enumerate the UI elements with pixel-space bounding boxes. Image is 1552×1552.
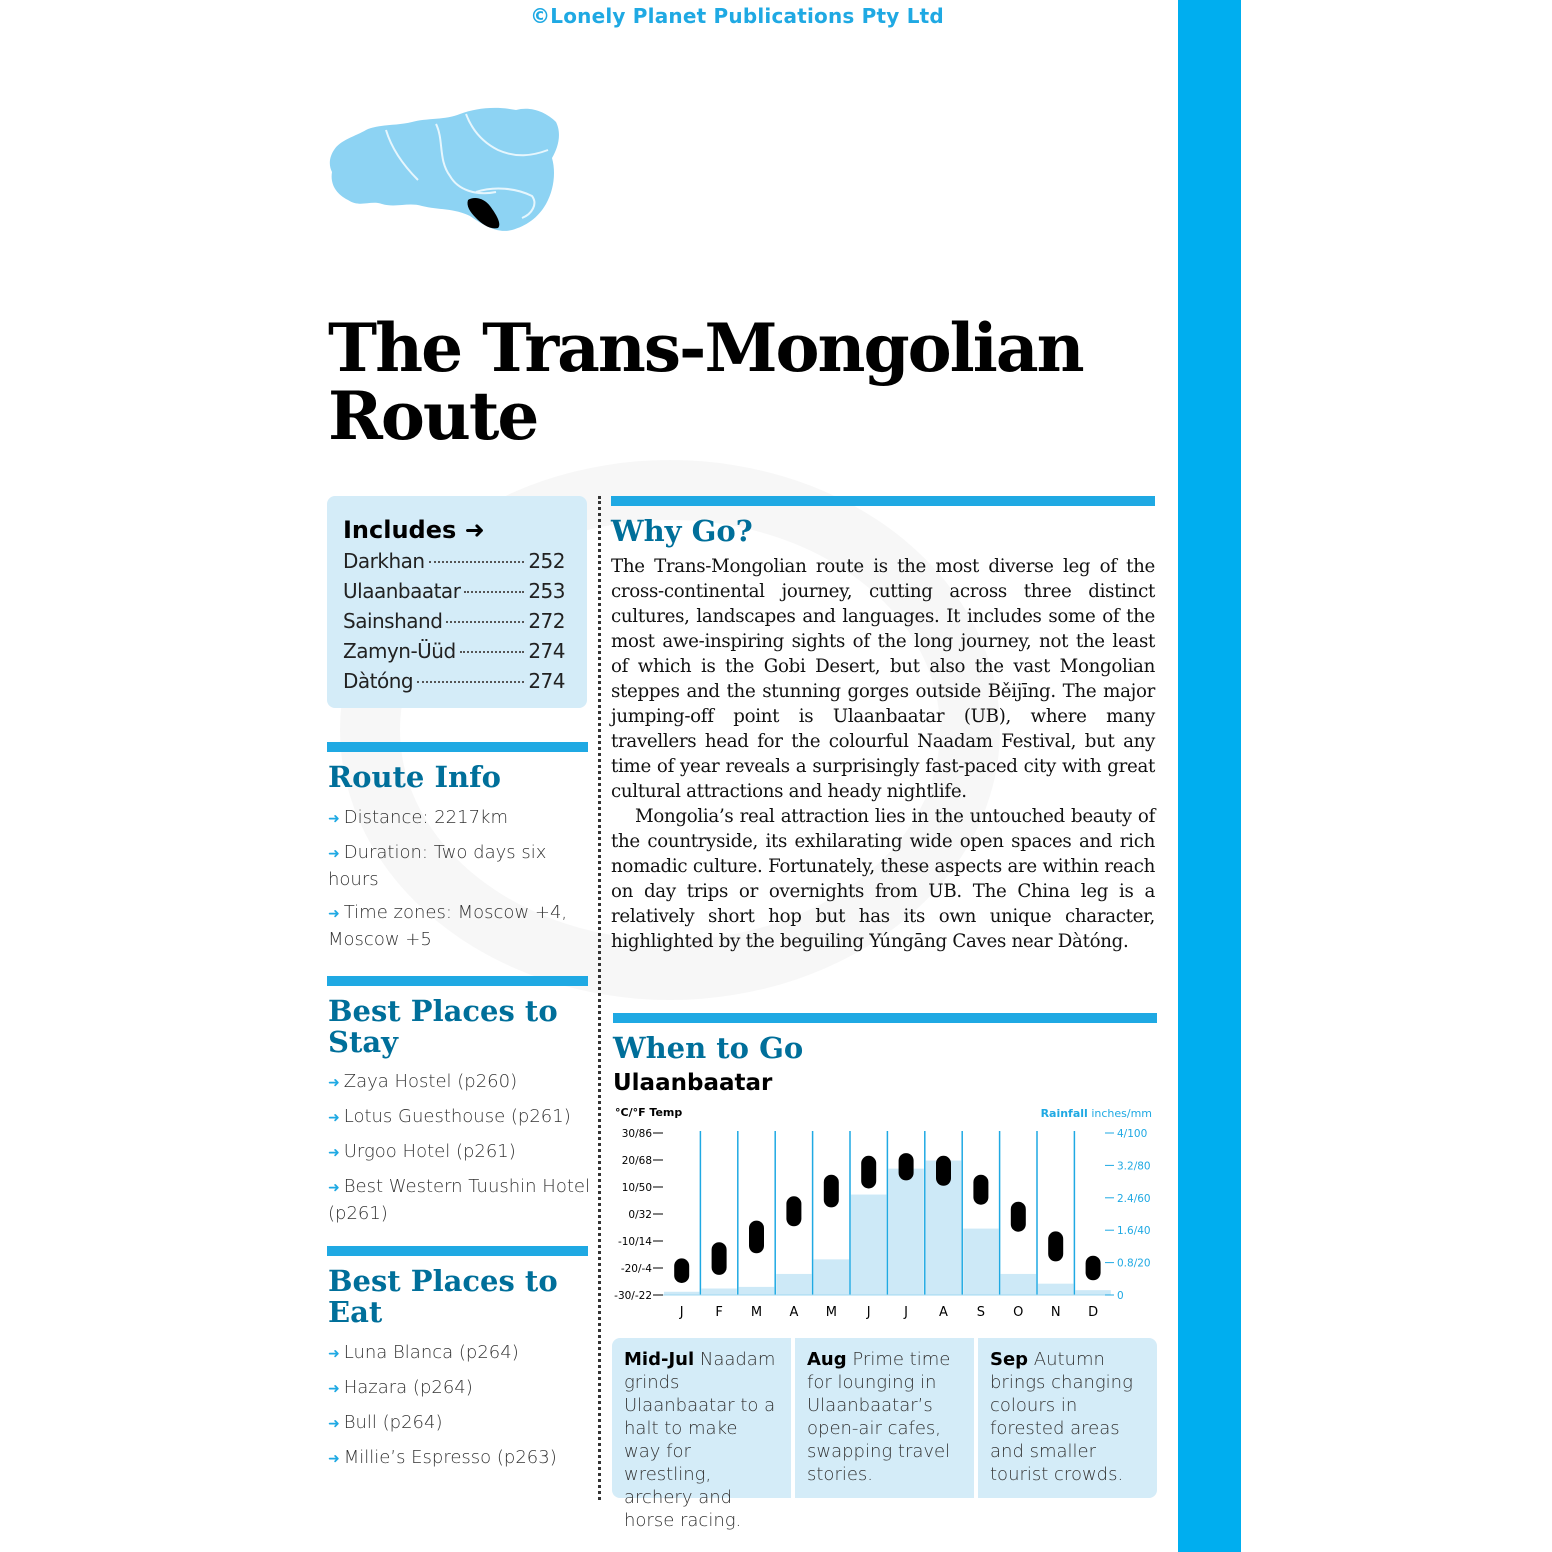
stay-list: [328, 1069, 590, 1234]
paragraph: Mongolia’s real attraction lies in the untouched beauty of the countryside, its exhilarating wide open spaces and rich nomadic culture. Fortunately, these aspects are within reach on day trips or overnights from UB. The China leg is a relatively short hop but has its own unique character, highlighted by the beguiling Yúngāng Caves near Dàtóng.: [611, 806, 1155, 952]
when-to-go-notes: [612, 1338, 1157, 1531]
rainfall-bar: [739, 1287, 774, 1295]
month-label: O: [1013, 1305, 1024, 1320]
copyright-notice: ©Lonely Planet Publications Pty Ltd: [530, 4, 944, 28]
arrow-bullet-icon: ➜: [328, 1145, 340, 1161]
rain-axis-label: Rainfall inches/mm: [1040, 1107, 1152, 1120]
arrow-bullet-icon: ➜: [328, 1381, 340, 1397]
route-info-list: [328, 805, 590, 960]
section-rule: [327, 742, 588, 752]
temp-tick-label: 30/86: [621, 1128, 652, 1140]
arrow-bullet-icon: ➜: [328, 1180, 340, 1196]
section-rule: [613, 1013, 1157, 1023]
arrow-bullet-icon: ➜: [328, 846, 340, 862]
list-item[interactable]: ➜ Lotus Guesthouse (p261): [328, 1106, 571, 1127]
list-item[interactable]: ➜ Luna Blanca (p264): [328, 1342, 519, 1363]
list-item[interactable]: ➜ Zaya Hostel (p260): [328, 1071, 518, 1092]
route-locator-map-icon: [326, 100, 566, 240]
includes-box: [327, 496, 587, 708]
includes-item[interactable]: Sainshand 272: [343, 609, 565, 633]
includes-item[interactable]: Zamyn-Üüd 274: [343, 639, 565, 663]
rainfall-bar: [1075, 1290, 1110, 1295]
rain-tick-label: 0: [1117, 1290, 1124, 1302]
includes-item[interactable]: Darkhan 252: [343, 549, 565, 573]
why-go-heading: Why Go?: [611, 514, 753, 548]
rainfall-bar: [1001, 1274, 1036, 1295]
includes-item[interactable]: Dàtóng 274: [343, 669, 565, 693]
rainfall-bar: [888, 1169, 923, 1295]
rainfall-bar: [701, 1289, 736, 1295]
chapter-side-bar: [1178, 0, 1241, 1552]
temp-tick-label: 10/50: [621, 1182, 652, 1194]
rain-tick-label: 2.4/60: [1117, 1192, 1151, 1205]
list-item[interactable]: ➜ Urgoo Hotel (p261): [328, 1141, 516, 1162]
arrow-bullet-icon: ➜: [328, 1451, 340, 1467]
month-label: M: [750, 1305, 763, 1320]
arrow-bullet-icon: ➜: [328, 1075, 340, 1091]
rain-tick-label: 4/100: [1117, 1128, 1148, 1140]
month-label: S: [976, 1305, 986, 1320]
route-info-heading: Route Info: [328, 760, 501, 794]
climate-chart: [608, 1102, 1160, 1322]
month-label: J: [866, 1305, 871, 1320]
paragraph: The Trans-Mongolian route is the most diverse leg of the cross-continental journey, cutting across three distinct cultures, landscapes and languages. It includes some of the most awe-inspiring sights of the long journey, not the least of which is the Gobi Desert, but also the vast Mongolian steppes and the stunning gorges outside Běijīng. The major jumping-off point is Ulaanbaatar (UB), where many travellers head for the colourful Naadam Festival, but any time of year reveals a surprisingly fast-paced city with great cultural attractions and heady nightlife.: [611, 556, 1155, 802]
month-label: D: [1088, 1305, 1099, 1320]
section-rule: [327, 976, 588, 986]
note-card: Mid-Jul Naadam grinds Ulaanbaatar to a halt to make way for wrestling, archery and horse racing.: [612, 1338, 791, 1498]
list-item: ➜ Duration: Two days six hours: [328, 842, 547, 890]
eat-list: [328, 1340, 590, 1480]
arrow-bullet-icon: ➜: [328, 811, 340, 827]
stay-heading: Best Places to Stay: [328, 994, 558, 1059]
month-label: N: [1050, 1305, 1061, 1320]
temp-tick-label: 0/32: [628, 1209, 652, 1221]
list-item: ➜ Distance: 2217km: [328, 807, 508, 828]
note-card: Sep Autumn brings changing colours in forested areas and smaller tourist crowds.: [978, 1338, 1157, 1498]
month-label: J: [679, 1305, 684, 1320]
rainfall-bar: [963, 1229, 998, 1295]
rainfall-bar: [814, 1259, 849, 1295]
month-label: M: [825, 1305, 837, 1320]
list-item[interactable]: ➜ Bull (p264): [328, 1412, 443, 1433]
arrow-bullet-icon: ➜: [328, 1110, 340, 1126]
arrow-bullet-icon: ➜: [328, 906, 340, 922]
temp-tick-label: -20/-4: [620, 1263, 652, 1275]
month-label: F: [715, 1305, 723, 1320]
section-rule: [611, 496, 1155, 506]
column-divider: [598, 496, 601, 1500]
list-item[interactable]: ➜ Hazara (p264): [328, 1377, 473, 1398]
rainfall-bar: [776, 1274, 811, 1295]
temp-tick-label: -10/14: [617, 1236, 652, 1248]
temp-tick-label: 20/68: [621, 1155, 652, 1167]
arrow-bullet-icon: ➜: [328, 1416, 340, 1432]
when-to-go-heading: When to Go: [613, 1031, 804, 1065]
rain-tick-label: 3.2/80: [1117, 1160, 1151, 1173]
list-item: ➜ Time zones: Moscow +4, Moscow +5: [328, 902, 568, 950]
temp-tick-label: -30/-22: [614, 1290, 652, 1302]
chapter-title: The Trans-Mongolian Route: [328, 309, 1083, 455]
arrow-right-icon: ➜: [464, 516, 485, 544]
climate-city: Ulaanbaatar: [613, 1070, 773, 1096]
arrow-bullet-icon: ➜: [328, 1346, 340, 1362]
why-go-body: [611, 554, 1155, 954]
rainfall-bar: [851, 1195, 886, 1295]
section-rule: [327, 1246, 588, 1256]
temp-axis-label: °C/°F Temp: [615, 1106, 683, 1119]
month-label: A: [789, 1305, 799, 1320]
eat-heading: Best Places to Eat: [328, 1264, 558, 1329]
rain-tick-label: 1.6/40: [1117, 1225, 1151, 1238]
month-label: A: [939, 1305, 948, 1320]
includes-heading: Includes ➜: [343, 516, 485, 544]
rain-tick-label: 0.8/20: [1117, 1257, 1151, 1270]
note-card: Aug Prime time for lounging in Ulaanbaatar’s open-air cafes, swapping travel stories.: [795, 1338, 974, 1498]
includes-item[interactable]: Ulaanbaatar 253: [343, 579, 565, 603]
rainfall-bar: [1038, 1284, 1073, 1295]
list-item[interactable]: ➜ Best Western Tuushin Hotel (p261): [328, 1176, 590, 1224]
list-item[interactable]: ➜ Millie’s Espresso (p263): [328, 1447, 557, 1468]
month-label: J: [904, 1305, 909, 1320]
